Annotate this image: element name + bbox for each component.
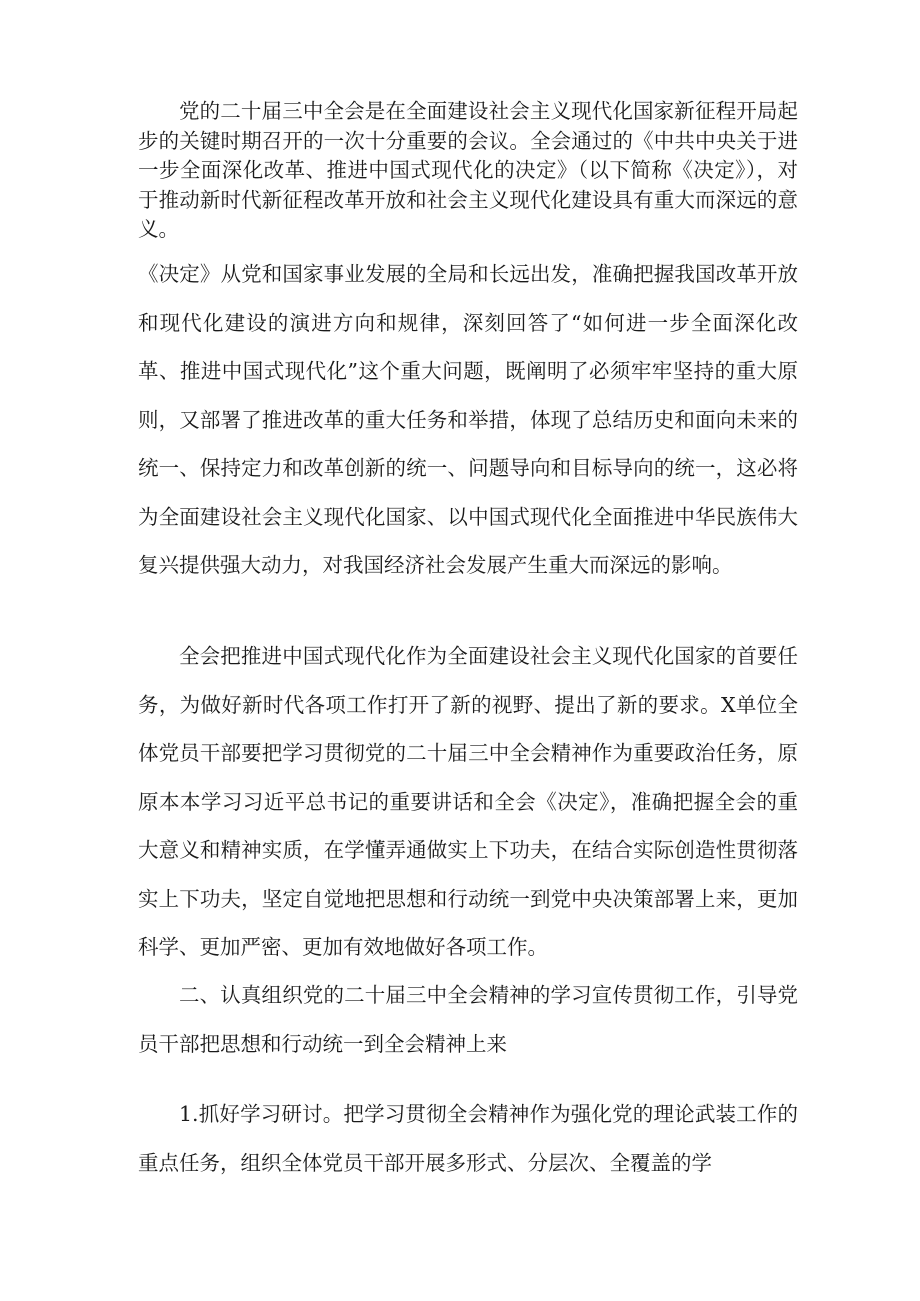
paragraph-decision: 《决定》从党和国家事业发展的全局和长远出发，准确把握我国改革开放和现代化建设的演进方向和规律，深刻回答了“如何进一步全面深化改革、推进中国式现代化”这个重大问题，既阐明了必须牢牢坚持的重大原则，又部署了推进改革的重大任务和举措，体现了总结历史和面向未来的统一、保持定力和改革创新的统一、问题导向和目标导向的统一，这必将为全面建设社会主义现代化国家、以中国式现代化全面推进中华民族伟大复兴提供强大动力，对我国经济社会发展产生重大而深远的影响。 <box>138 262 798 577</box>
paragraph-study-item-1: 1.抓好学习研讨。把学习贯彻全会精神作为强化党的理论武装工作的重点任务，组织全体党员干部开展多形式、分层次、全覆盖的学 <box>138 1102 798 1175</box>
paragraph-plenum-task: 全会把推进中国式现代化作为全面建设社会主义现代化国家的首要任务，为做好新时代各项工作打开了新的视野、提出了新的要求。X单位全体党员干部要把学习贯彻党的二十届三中全会精神作为重要政治任务，原原本本学习习近平总书记的重要讲话和全会《决定》，准确把握全会的重大意义和精神实质，在学懂弄通做实上下功夫，在结合实际创造性贯彻落实上下功夫，坚定自觉地把思想和行动统一到党中央决策部署上来，更加科学、更加严密、更加有效地做好各项工作。 <box>138 644 798 959</box>
paragraph-intro: 党的二十届三中全会是在全面建设社会主义现代化国家新征程开局起步的关键时期召开的一次十分重要的会议。全会通过的《中共中央关于进一步全面深化改革、推进中国式现代化的决定》（以下简称《决定》），对于推动新时代新征程改革开放和社会主义现代化建设具有重大而深远的意义。 <box>138 99 798 241</box>
section-heading-two: 二、认真组织党的二十届三中全会精神的学习宣传贯彻工作，引导党员干部把思想和行动统一到全会精神上来 <box>138 983 798 1056</box>
